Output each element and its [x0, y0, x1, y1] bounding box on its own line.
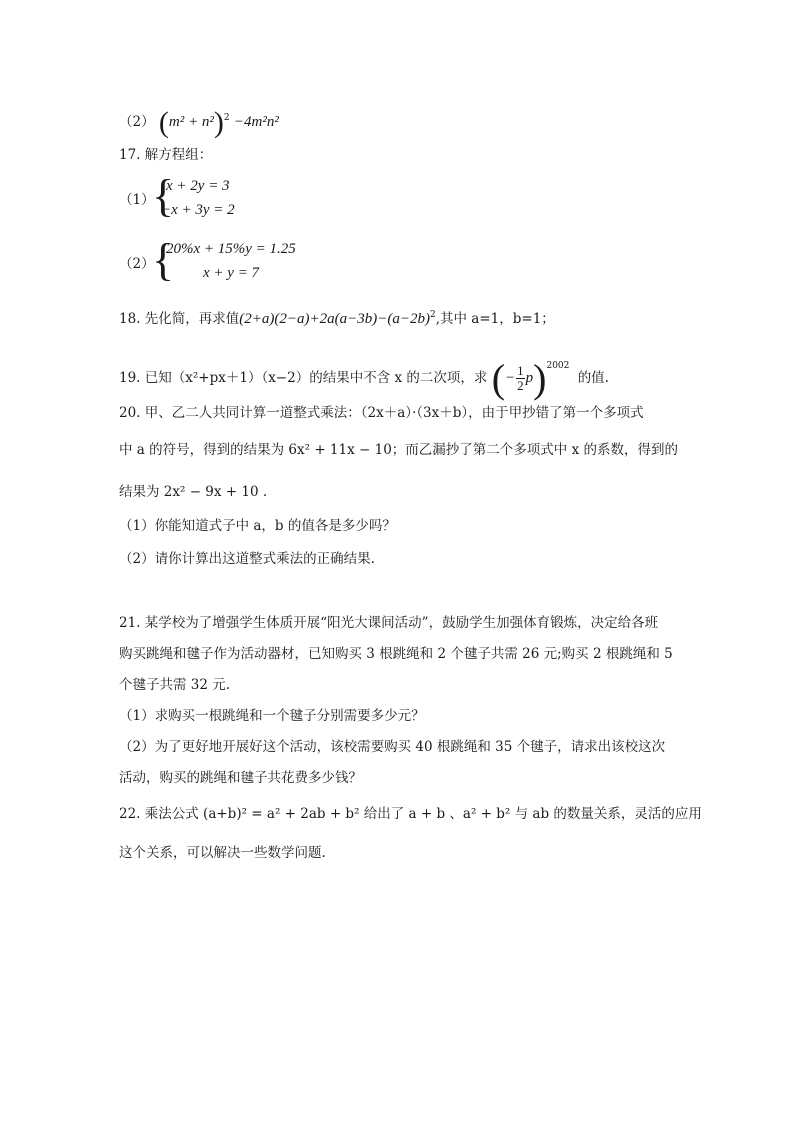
minus-sign: −: [505, 370, 516, 386]
variable-p: p: [525, 370, 534, 386]
problem-19-suffix: 的值.: [577, 370, 609, 386]
right-paren: ): [213, 106, 224, 139]
system-1-number: （1）: [119, 192, 155, 208]
fraction: [516, 364, 525, 393]
problem-19-prefix: 19. 已知（x²+px＋1）（x−2）的结果中不含 x 的二次项，求: [119, 370, 488, 386]
problem-21-line-1: 21. 某学校为了增强学生体质开展“阳光大课间活动”，鼓励学生加强体育锻炼，决定给各班: [119, 615, 659, 631]
problem-18-exponent: 2: [429, 310, 436, 320]
problem-21-line-3: 个毽子共需 32 元.: [119, 677, 231, 693]
problem-18-prefix: 18. 先化简，再求值: [119, 311, 240, 327]
problem-21-question-2-line-2: 活动，购买的跳绳和毽子共花费多少钱？: [119, 770, 362, 786]
problem-17-title: 17. 解方程组：: [119, 147, 213, 163]
problem-20-question-1: （1）你能知道式子中 a，b 的值各是多少吗？: [119, 518, 396, 534]
fraction-numerator: 1: [517, 363, 524, 378]
problem-20-line-3: 结果为 2x² − 9x + 10 .: [119, 484, 268, 500]
problem-18-expression: (2+a)(2−a)+2a(a−3b)−(a−2b): [239, 311, 430, 327]
problem-19-exponent: 2002: [546, 361, 570, 371]
problem-19: [119, 356, 609, 401]
system-2-equation-1: 20%x + 15%y = 1.25: [166, 241, 296, 257]
problem-21-question-1: （1）求购买一根跳绳和一个毽子分别需要多少元？: [119, 708, 425, 724]
system-2-number: （2）: [119, 256, 155, 272]
problem-21-question-2-line-1: （2）为了更好地开展好这个活动，该校需要购买 40 根跳绳和 35 个毽子，请求出该校这次: [119, 739, 666, 755]
part-number: （2）: [119, 114, 155, 130]
problem-22-line-2: 这个关系，可以解决一些数学问题.: [119, 845, 326, 861]
right-paren: ): [533, 356, 547, 401]
fraction-denominator: 2: [517, 378, 524, 393]
problem-20-line-2: 中 a 的符号，得到的结果为 6x² + 11x − 10；而乙漏抄了第二个多项式中 x 的系数，得到的: [119, 442, 678, 458]
system-1-equation-1: x + 2y = 3: [166, 178, 230, 194]
expression-base: m² + n²: [168, 114, 214, 130]
problem-21-line-2: 购买跳绳和毽子作为活动器材，已知购买 3 根跳绳和 2 个毽子共需 26 元;购买 2 根跳绳和 5: [119, 646, 673, 662]
left-paren: (: [491, 356, 506, 401]
left-paren: (: [158, 106, 169, 139]
system-1-equation-2: −x + 3y = 2: [161, 202, 235, 218]
problem-18-suffix: ,其中 a=1，b=1；: [435, 311, 555, 327]
expression-rest: −4m²n²: [233, 114, 279, 130]
problem-22-line-1: 22. 乘法公式 (a+b)² = a² + 2ab + b² 给出了 a + b 、a² + b² 与 ab 的数量关系，灵活的应用: [119, 806, 702, 822]
problem-20-question-2: （2）请你计算出这道整式乘法的正确结果.: [119, 551, 375, 567]
system-2-equation-2: x + y = 7: [203, 265, 260, 281]
problem-16-part-2: [119, 106, 279, 139]
problem-20-line-1: 20. 甲、乙二人共同计算一道整式乘法：（2x＋a）·（3x＋b），由于甲抄错了第一个多项式: [119, 405, 644, 421]
system-1-brace: {: [152, 170, 175, 221]
system-2-brace: {: [152, 234, 175, 285]
problem-18: [119, 305, 555, 329]
exponent: 2: [223, 113, 230, 123]
